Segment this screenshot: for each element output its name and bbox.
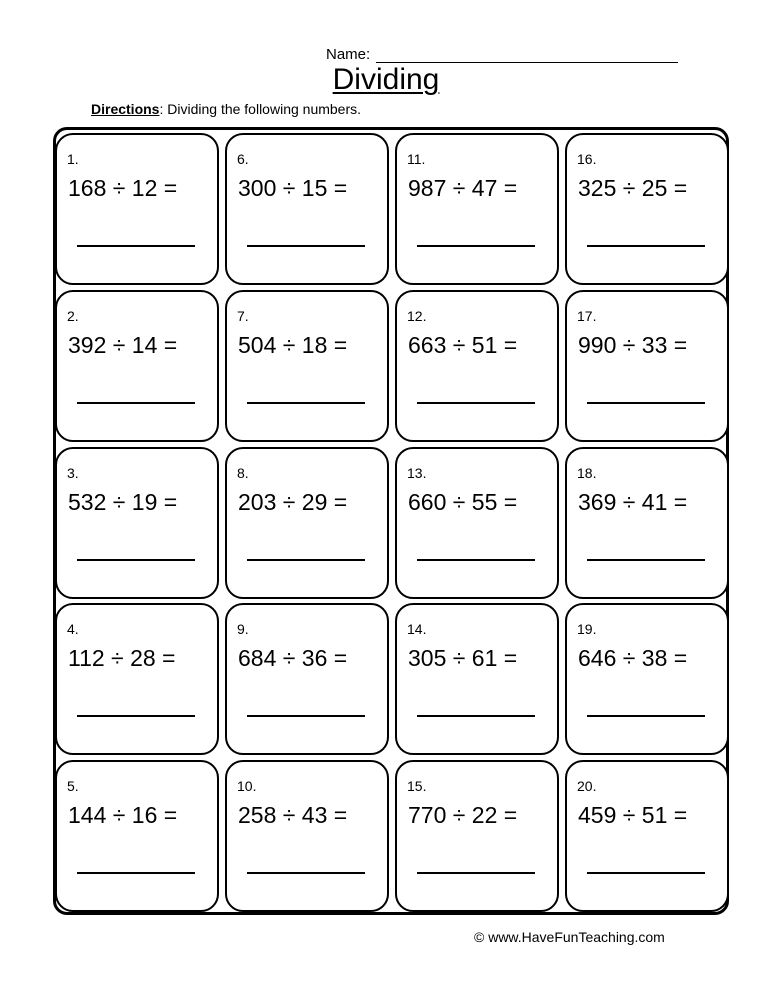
problem-expression: 532 ÷ 19 = bbox=[68, 489, 178, 515]
problem-number: 16. bbox=[577, 151, 597, 167]
problem-expression: 684 ÷ 36 = bbox=[238, 645, 348, 671]
answer-line[interactable] bbox=[587, 559, 705, 561]
name-blank-line[interactable] bbox=[376, 44, 678, 63]
answer-line[interactable] bbox=[77, 872, 195, 874]
page-title-wrapper bbox=[0, 63, 772, 97]
problem-expression: 459 ÷ 51 = bbox=[578, 802, 688, 828]
answer-line[interactable] bbox=[247, 872, 365, 874]
problem-number: 6. bbox=[237, 151, 249, 167]
answer-line[interactable] bbox=[77, 245, 195, 247]
problem-expression: 112 ÷ 28 = bbox=[68, 645, 176, 671]
problem-number: 18. bbox=[577, 465, 597, 481]
problem-expression: 646 ÷ 38 = bbox=[578, 645, 688, 671]
problem-cell bbox=[565, 603, 729, 755]
problem-number: 8. bbox=[237, 465, 249, 481]
problem-cell bbox=[55, 447, 219, 599]
problem-cell bbox=[565, 447, 729, 599]
problem-number: 17. bbox=[577, 308, 597, 324]
problem-cell bbox=[395, 133, 559, 285]
problem-number: 19. bbox=[577, 621, 597, 637]
problem-expression: 504 ÷ 18 = bbox=[238, 332, 348, 358]
footer-copyright: © www.HaveFunTeaching.com bbox=[474, 929, 665, 945]
directions-text: : Dividing the following numbers. bbox=[159, 101, 362, 117]
problem-expression: 770 ÷ 22 = bbox=[408, 802, 518, 828]
name-label: Name: bbox=[326, 46, 371, 63]
answer-line[interactable] bbox=[587, 715, 705, 717]
problem-cell bbox=[395, 447, 559, 599]
problem-cell bbox=[225, 133, 389, 285]
problem-number: 1. bbox=[67, 151, 79, 167]
problem-expression: 325 ÷ 25 = bbox=[578, 175, 688, 201]
answer-line[interactable] bbox=[587, 872, 705, 874]
problem-cell bbox=[565, 760, 729, 912]
problem-expression: 258 ÷ 43 = bbox=[238, 802, 348, 828]
problem-expression: 305 ÷ 61 = bbox=[408, 645, 518, 671]
answer-line[interactable] bbox=[417, 872, 535, 874]
problem-cell bbox=[565, 133, 729, 285]
problem-expression: 300 ÷ 15 = bbox=[238, 175, 348, 201]
answer-line[interactable] bbox=[417, 402, 535, 404]
problem-number: 12. bbox=[407, 308, 427, 324]
problem-number: 3. bbox=[67, 465, 79, 481]
problem-number: 10. bbox=[237, 778, 257, 794]
problem-cell bbox=[55, 290, 219, 442]
problem-number: 13. bbox=[407, 465, 427, 481]
problem-expression: 990 ÷ 33 = bbox=[578, 332, 688, 358]
problem-cell bbox=[225, 760, 389, 912]
problem-expression: 663 ÷ 51 = bbox=[408, 332, 518, 358]
answer-line[interactable] bbox=[587, 402, 705, 404]
problem-expression: 369 ÷ 41 = bbox=[578, 489, 688, 515]
directions bbox=[91, 101, 361, 117]
problem-cell bbox=[55, 760, 219, 912]
problem-number: 2. bbox=[67, 308, 79, 324]
answer-line[interactable] bbox=[77, 402, 195, 404]
problem-cell bbox=[55, 133, 219, 285]
problem-expression: 660 ÷ 55 = bbox=[408, 489, 518, 515]
name-field bbox=[326, 44, 678, 63]
problem-cell bbox=[395, 760, 559, 912]
answer-line[interactable] bbox=[247, 559, 365, 561]
answer-line[interactable] bbox=[247, 402, 365, 404]
answer-line[interactable] bbox=[417, 715, 535, 717]
answer-line[interactable] bbox=[77, 715, 195, 717]
problem-number: 9. bbox=[237, 621, 249, 637]
problem-expression: 203 ÷ 29 = bbox=[238, 489, 348, 515]
problem-number: 14. bbox=[407, 621, 427, 637]
answer-line[interactable] bbox=[417, 559, 535, 561]
answer-line[interactable] bbox=[417, 245, 535, 247]
problem-number: 15. bbox=[407, 778, 427, 794]
problem-cell bbox=[395, 603, 559, 755]
problem-cell bbox=[225, 447, 389, 599]
answer-line[interactable] bbox=[247, 245, 365, 247]
problem-number: 5. bbox=[67, 778, 79, 794]
problem-expression: 392 ÷ 14 = bbox=[68, 332, 178, 358]
answer-line[interactable] bbox=[77, 559, 195, 561]
problem-cell bbox=[225, 603, 389, 755]
problem-cell bbox=[395, 290, 559, 442]
problem-expression: 168 ÷ 12 = bbox=[68, 175, 178, 201]
problem-cell bbox=[565, 290, 729, 442]
problem-number: 4. bbox=[67, 621, 79, 637]
answer-line[interactable] bbox=[587, 245, 705, 247]
problem-cell bbox=[55, 603, 219, 755]
problem-expression: 144 ÷ 16 = bbox=[68, 802, 178, 828]
problem-expression: 987 ÷ 47 = bbox=[408, 175, 518, 201]
problem-number: 7. bbox=[237, 308, 249, 324]
page-title: Dividing bbox=[332, 63, 440, 96]
problem-number: 20. bbox=[577, 778, 597, 794]
problem-cell bbox=[225, 290, 389, 442]
problem-number: 11. bbox=[407, 151, 426, 167]
answer-line[interactable] bbox=[247, 715, 365, 717]
directions-label: Directions bbox=[91, 101, 160, 117]
